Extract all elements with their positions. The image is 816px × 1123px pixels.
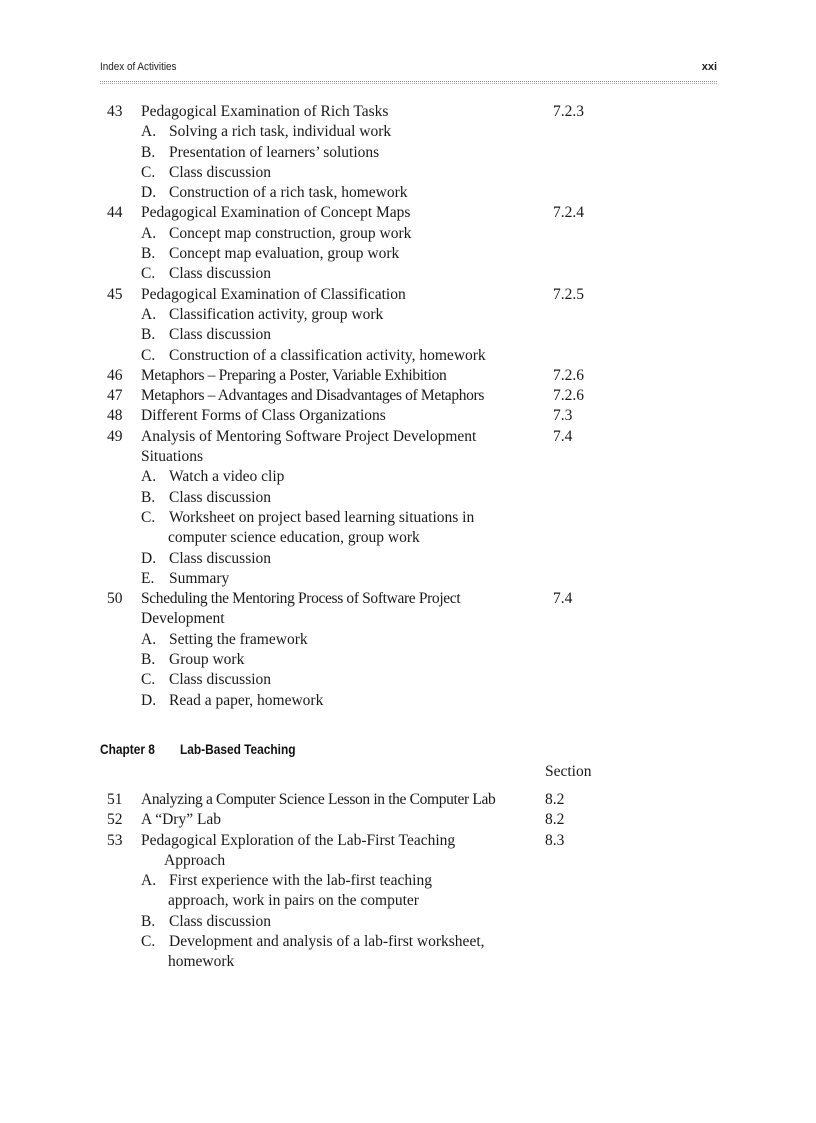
sub-activity [0, 224, 816, 244]
sub-activity-letter: B. [141, 245, 156, 263]
section-reference: 7.2.3 [553, 103, 584, 120]
activity-title-continuation [0, 851, 816, 871]
activity-number: 48 [107, 407, 123, 425]
sub-activity [0, 488, 816, 508]
sub-activity-letter: B. [141, 651, 156, 669]
sub-activity [0, 691, 816, 711]
sub-activity-letter: C. [141, 508, 156, 526]
sub-activity-text: Concept map construction, group work [169, 224, 412, 242]
sub-activity [0, 305, 816, 325]
chapter-heading [100, 741, 296, 757]
sub-activity-letter: C. [141, 671, 156, 689]
activity-entry [0, 203, 816, 223]
activity-title: Different Forms of Class Organizations [141, 407, 386, 425]
sub-activity-continuation [0, 891, 816, 911]
activity-number: 51 [107, 791, 123, 808]
activity-title: Analysis of Mentoring Software Project Development [141, 427, 477, 445]
sub-activity-text: Solving a rich task, individual work [169, 123, 392, 141]
sub-activity-text: Development and analysis of a lab-first worksheet, [169, 933, 485, 951]
sub-activity-letter: B. [141, 488, 156, 506]
activity-number: 49 [107, 427, 123, 445]
activity-title-continuation [0, 609, 816, 629]
activity-title: Analyzing a Computer Science Lesson in the Computer Lab [141, 791, 496, 808]
activity-title-cont: Approach [164, 851, 226, 869]
sub-activity [0, 932, 816, 952]
sub-activity [0, 183, 816, 203]
section-reference: 8.2 [545, 811, 565, 829]
section-reference: 7.2.6 [553, 387, 584, 405]
section-reference: 8.3 [545, 831, 565, 849]
activity-title-continuation [0, 447, 816, 467]
sub-activity-text: First experience with the lab-first teaching [169, 872, 432, 890]
sub-activity-letter: D. [141, 184, 157, 202]
section-reference: 7.2.4 [553, 204, 584, 222]
activity-entry [0, 831, 816, 851]
activity-entry [0, 406, 816, 426]
sub-activity-text: Class discussion [169, 671, 272, 689]
activity-number: 45 [107, 285, 123, 303]
sub-activity [0, 549, 816, 569]
sub-activity [0, 569, 816, 589]
chapter8-entries [0, 790, 816, 973]
sub-activity-text-cont: computer science education, group work [168, 529, 420, 547]
sub-activity-text: Class discussion [169, 912, 272, 930]
activity-number: 53 [107, 831, 123, 849]
sub-activity-letter: C. [141, 346, 156, 364]
activity-title: Pedagogical Examination of Concept Maps [141, 204, 411, 222]
activity-number: 43 [107, 103, 123, 120]
activity-entry [0, 810, 816, 830]
sub-activity-text: Watch a video clip [169, 468, 285, 486]
activity-title: Pedagogical Exploration of the Lab-First Teaching [141, 831, 456, 849]
sub-activity-letter: A. [141, 224, 157, 242]
sub-activity-letter: B. [141, 326, 156, 344]
section-column-label: Section [545, 763, 592, 780]
sub-activity-text: Construction of a classification activity, homework [169, 346, 486, 364]
activity-title: Pedagogical Examination of Classification [141, 285, 406, 303]
sub-activity-text: Class discussion [169, 265, 272, 283]
sub-activity-letter: B. [141, 143, 156, 161]
sub-activity [0, 630, 816, 650]
activity-number: 50 [107, 590, 123, 608]
sub-activity-continuation [0, 528, 816, 548]
sub-activity [0, 325, 816, 345]
chapter-number: Chapter 8 [100, 741, 155, 757]
activity-title-cont: Development [141, 610, 225, 628]
section-reference: 8.2 [545, 791, 565, 808]
sub-activity [0, 650, 816, 670]
sub-activity-text: Concept map evaluation, group work [169, 245, 400, 263]
sub-activity-letter: B. [141, 912, 156, 930]
activity-entry [0, 285, 816, 305]
sub-activity-text-cont: approach, work in pairs on the computer [168, 892, 419, 910]
sub-activity [0, 122, 816, 142]
activity-title: Metaphors – Advantages and Disadvantages of Metaphors [141, 387, 485, 405]
running-title: Index of Activities [100, 61, 177, 73]
sub-activity-text: Worksheet on project based learning situations in [169, 508, 475, 526]
sub-activity-text: Classification activity, group work [169, 305, 384, 323]
sub-activity-text: Class discussion [169, 549, 272, 567]
sub-activity-letter: A. [141, 468, 157, 486]
activity-number: 46 [107, 366, 123, 384]
sub-activity-letter: C. [141, 265, 156, 283]
chapter-title: Lab-Based Teaching [180, 741, 296, 757]
sub-activity [0, 244, 816, 264]
sub-activity-letter: A. [141, 123, 157, 141]
header-rule [100, 81, 717, 84]
activity-title: A “Dry” Lab [141, 811, 222, 829]
activity-entry [0, 102, 816, 122]
sub-activity-text-cont: homework [168, 953, 235, 971]
chapter7-entries [0, 102, 816, 711]
activity-entry [0, 366, 816, 386]
activity-title: Pedagogical Examination of Rich Tasks [141, 103, 389, 120]
sub-activity-letter: A. [141, 305, 157, 323]
sub-activity-text: Presentation of learners’ solutions [169, 143, 380, 161]
sub-activity-text: Class discussion [169, 163, 272, 181]
section-reference: 7.4 [553, 590, 573, 608]
sub-activity-text: Class discussion [169, 488, 272, 506]
sub-activity-continuation [0, 952, 816, 972]
sub-activity [0, 264, 816, 284]
running-header [100, 61, 717, 77]
sub-activity-text: Summary [169, 569, 230, 587]
activity-number: 52 [107, 811, 123, 829]
sub-activity-text: Read a paper, homework [169, 691, 324, 709]
activity-entry [0, 386, 816, 406]
activity-number: 44 [107, 204, 123, 222]
sub-activity-letter: A. [141, 630, 157, 648]
page-number: xxi [701, 61, 717, 73]
section-reference: 7.3 [553, 407, 573, 425]
sub-activity [0, 163, 816, 183]
activity-number: 47 [107, 387, 123, 405]
sub-activity-letter: A. [141, 872, 157, 890]
sub-activity-text: Setting the framework [169, 630, 308, 648]
sub-activity-letter: D. [141, 549, 157, 567]
sub-activity [0, 912, 816, 932]
sub-activity-text: Class discussion [169, 326, 272, 344]
section-reference: 7.4 [553, 427, 573, 445]
sub-activity-text: Group work [169, 651, 245, 669]
sub-activity-letter: E. [141, 569, 155, 587]
sub-activity-text: Construction of a rich task, homework [169, 184, 408, 202]
activity-entry [0, 427, 816, 447]
sub-activity-letter: C. [141, 933, 156, 951]
sub-activity [0, 508, 816, 528]
activity-title: Scheduling the Mentoring Process of Software Project [141, 590, 461, 608]
activity-title: Metaphors – Preparing a Poster, Variable Exhibition [141, 366, 447, 384]
sub-activity [0, 143, 816, 163]
activity-title-cont: Situations [141, 448, 204, 466]
sub-activity-letter: D. [141, 691, 157, 709]
sub-activity [0, 467, 816, 487]
section-reference: 7.2.6 [553, 366, 584, 384]
sub-activity [0, 670, 816, 690]
sub-activity [0, 871, 816, 891]
sub-activity [0, 346, 816, 366]
activity-entry [0, 790, 816, 810]
sub-activity-letter: C. [141, 163, 156, 181]
activity-entry [0, 589, 816, 609]
section-reference: 7.2.5 [553, 285, 584, 303]
